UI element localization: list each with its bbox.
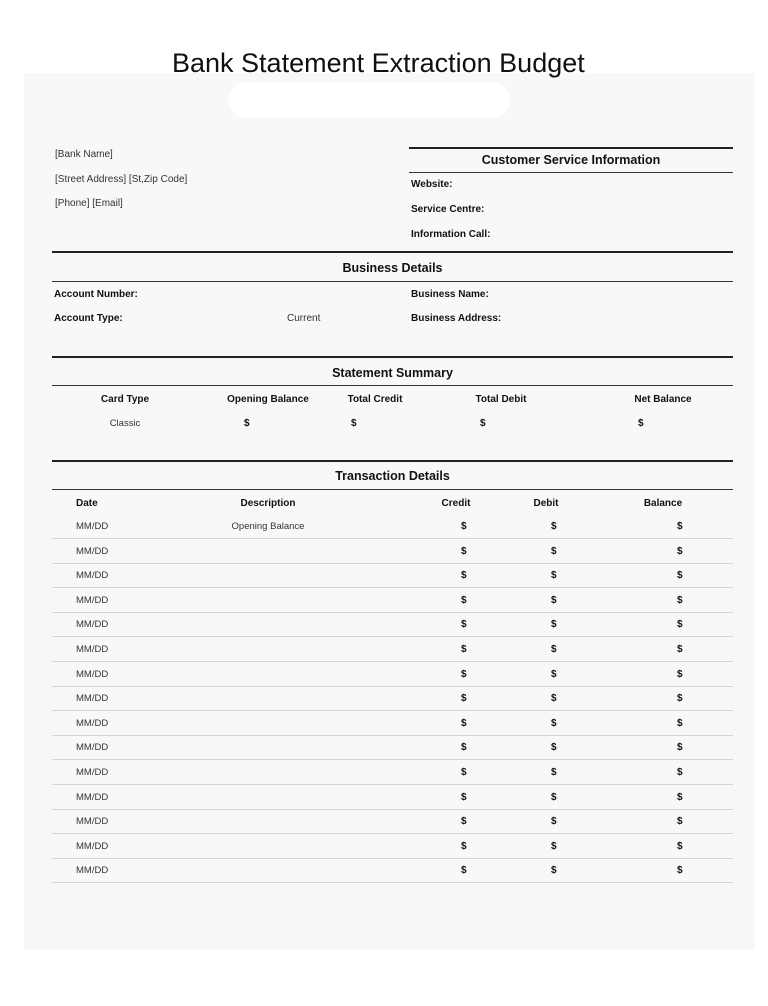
row-divider [52, 661, 733, 662]
row-divider [52, 809, 733, 810]
transaction-credit: $ [461, 816, 467, 827]
transaction-date: MM/DD [76, 669, 109, 680]
transaction-column-header: Credit [441, 498, 471, 509]
summary-column-header: Card Type [100, 394, 150, 405]
transaction-credit: $ [461, 693, 467, 704]
divider [52, 460, 733, 462]
transaction-date: MM/DD [76, 570, 109, 581]
summary-card-type-value: Classic [109, 418, 141, 429]
transaction-credit: $ [461, 521, 467, 532]
transaction-column-header: Date [76, 498, 98, 509]
transaction-debit: $ [551, 619, 557, 630]
statement-sheet [24, 73, 755, 950]
summary-amount-value: $ [351, 418, 357, 429]
transaction-description: Opening Balance [231, 521, 305, 532]
transaction-debit: $ [551, 693, 557, 704]
transaction-balance: $ [677, 767, 683, 778]
transaction-debit: $ [551, 595, 557, 606]
summary-amount-value: $ [244, 418, 250, 429]
transaction-details-heading: Transaction Details [335, 469, 450, 483]
bank-address: [Street Address] [St,Zip Code] [55, 174, 188, 185]
website-label: Website: [411, 179, 453, 190]
transaction-date: MM/DD [76, 767, 109, 778]
row-divider [52, 686, 733, 687]
transaction-credit: $ [461, 669, 467, 680]
row-divider [52, 710, 733, 711]
divider [409, 147, 733, 149]
transaction-date: MM/DD [76, 521, 109, 532]
divider [52, 356, 733, 358]
transaction-credit: $ [461, 619, 467, 630]
transaction-balance: $ [677, 742, 683, 753]
transaction-debit: $ [551, 816, 557, 827]
transaction-date: MM/DD [76, 693, 109, 704]
transaction-debit: $ [551, 792, 557, 803]
transaction-credit: $ [461, 841, 467, 852]
transaction-date: MM/DD [76, 595, 109, 606]
business-details-heading: Business Details [342, 261, 443, 275]
row-divider [52, 858, 733, 859]
transaction-balance: $ [677, 521, 683, 532]
summary-amount-value: $ [480, 418, 486, 429]
transaction-column-header: Balance [643, 498, 683, 509]
transaction-credit: $ [461, 595, 467, 606]
row-divider [52, 784, 733, 785]
transaction-credit: $ [461, 644, 467, 655]
transaction-debit: $ [551, 669, 557, 680]
business-name-label: Business Name: [411, 289, 489, 300]
divider [52, 489, 733, 490]
transaction-credit: $ [461, 570, 467, 581]
row-divider [52, 587, 733, 588]
bank-name: [Bank Name] [55, 149, 113, 160]
divider [52, 385, 733, 386]
statement-summary-heading: Statement Summary [332, 366, 453, 380]
transaction-balance: $ [677, 693, 683, 704]
business-address-label: Business Address: [411, 313, 502, 324]
transaction-balance: $ [677, 865, 683, 876]
account-number-label: Account Number: [54, 289, 138, 300]
transaction-debit: $ [551, 570, 557, 581]
transaction-date: MM/DD [76, 841, 109, 852]
transaction-balance: $ [677, 841, 683, 852]
transaction-debit: $ [551, 767, 557, 778]
transaction-balance: $ [677, 669, 683, 680]
transaction-debit: $ [551, 718, 557, 729]
row-divider [52, 612, 733, 613]
transaction-date: MM/DD [76, 742, 109, 753]
transaction-date: MM/DD [76, 792, 109, 803]
transaction-balance: $ [677, 570, 683, 581]
transaction-debit: $ [551, 865, 557, 876]
transaction-balance: $ [677, 816, 683, 827]
row-divider [52, 882, 733, 883]
summary-column-header: Opening Balance [227, 394, 309, 405]
transaction-debit: $ [551, 546, 557, 557]
page-title: Bank Statement Extraction Budget [172, 48, 585, 78]
transaction-credit: $ [461, 546, 467, 557]
transaction-balance: $ [677, 595, 683, 606]
account-type-label: Account Type: [54, 313, 123, 324]
divider [52, 281, 733, 282]
row-divider [52, 636, 733, 637]
redaction-patch [228, 82, 510, 118]
transaction-debit: $ [551, 742, 557, 753]
transaction-credit: $ [461, 742, 467, 753]
row-divider [52, 833, 733, 834]
transaction-date: MM/DD [76, 619, 109, 630]
service-centre-label: Service Centre: [411, 204, 485, 215]
row-divider [52, 563, 733, 564]
transaction-date: MM/DD [76, 865, 109, 876]
customer-service-heading: Customer Service Information [481, 153, 661, 167]
row-divider [52, 538, 733, 539]
transaction-debit: $ [551, 644, 557, 655]
information-call-label: Information Call: [411, 229, 491, 240]
transaction-credit: $ [461, 865, 467, 876]
transaction-credit: $ [461, 792, 467, 803]
transaction-column-header: Debit [533, 498, 559, 509]
transaction-debit: $ [551, 841, 557, 852]
transaction-column-header: Description [240, 498, 296, 509]
transaction-credit: $ [461, 718, 467, 729]
transaction-balance: $ [677, 619, 683, 630]
transaction-balance: $ [677, 718, 683, 729]
transaction-date: MM/DD [76, 644, 109, 655]
bank-contact: [Phone] [Email] [55, 198, 123, 209]
transaction-credit: $ [461, 767, 467, 778]
row-divider [52, 759, 733, 760]
divider [409, 172, 733, 173]
transaction-date: MM/DD [76, 546, 109, 557]
summary-column-header: Net Balance [634, 394, 692, 405]
transaction-date: MM/DD [76, 718, 109, 729]
transaction-balance: $ [677, 792, 683, 803]
transaction-date: MM/DD [76, 816, 109, 827]
summary-column-header: Total Debit [475, 394, 527, 405]
summary-amount-value: $ [638, 418, 644, 429]
divider [52, 251, 733, 253]
summary-column-header: Total Credit [347, 394, 403, 405]
transaction-debit: $ [551, 521, 557, 532]
row-divider [52, 735, 733, 736]
transaction-balance: $ [677, 644, 683, 655]
account-type-value: Current [287, 313, 321, 324]
transaction-balance: $ [677, 546, 683, 557]
